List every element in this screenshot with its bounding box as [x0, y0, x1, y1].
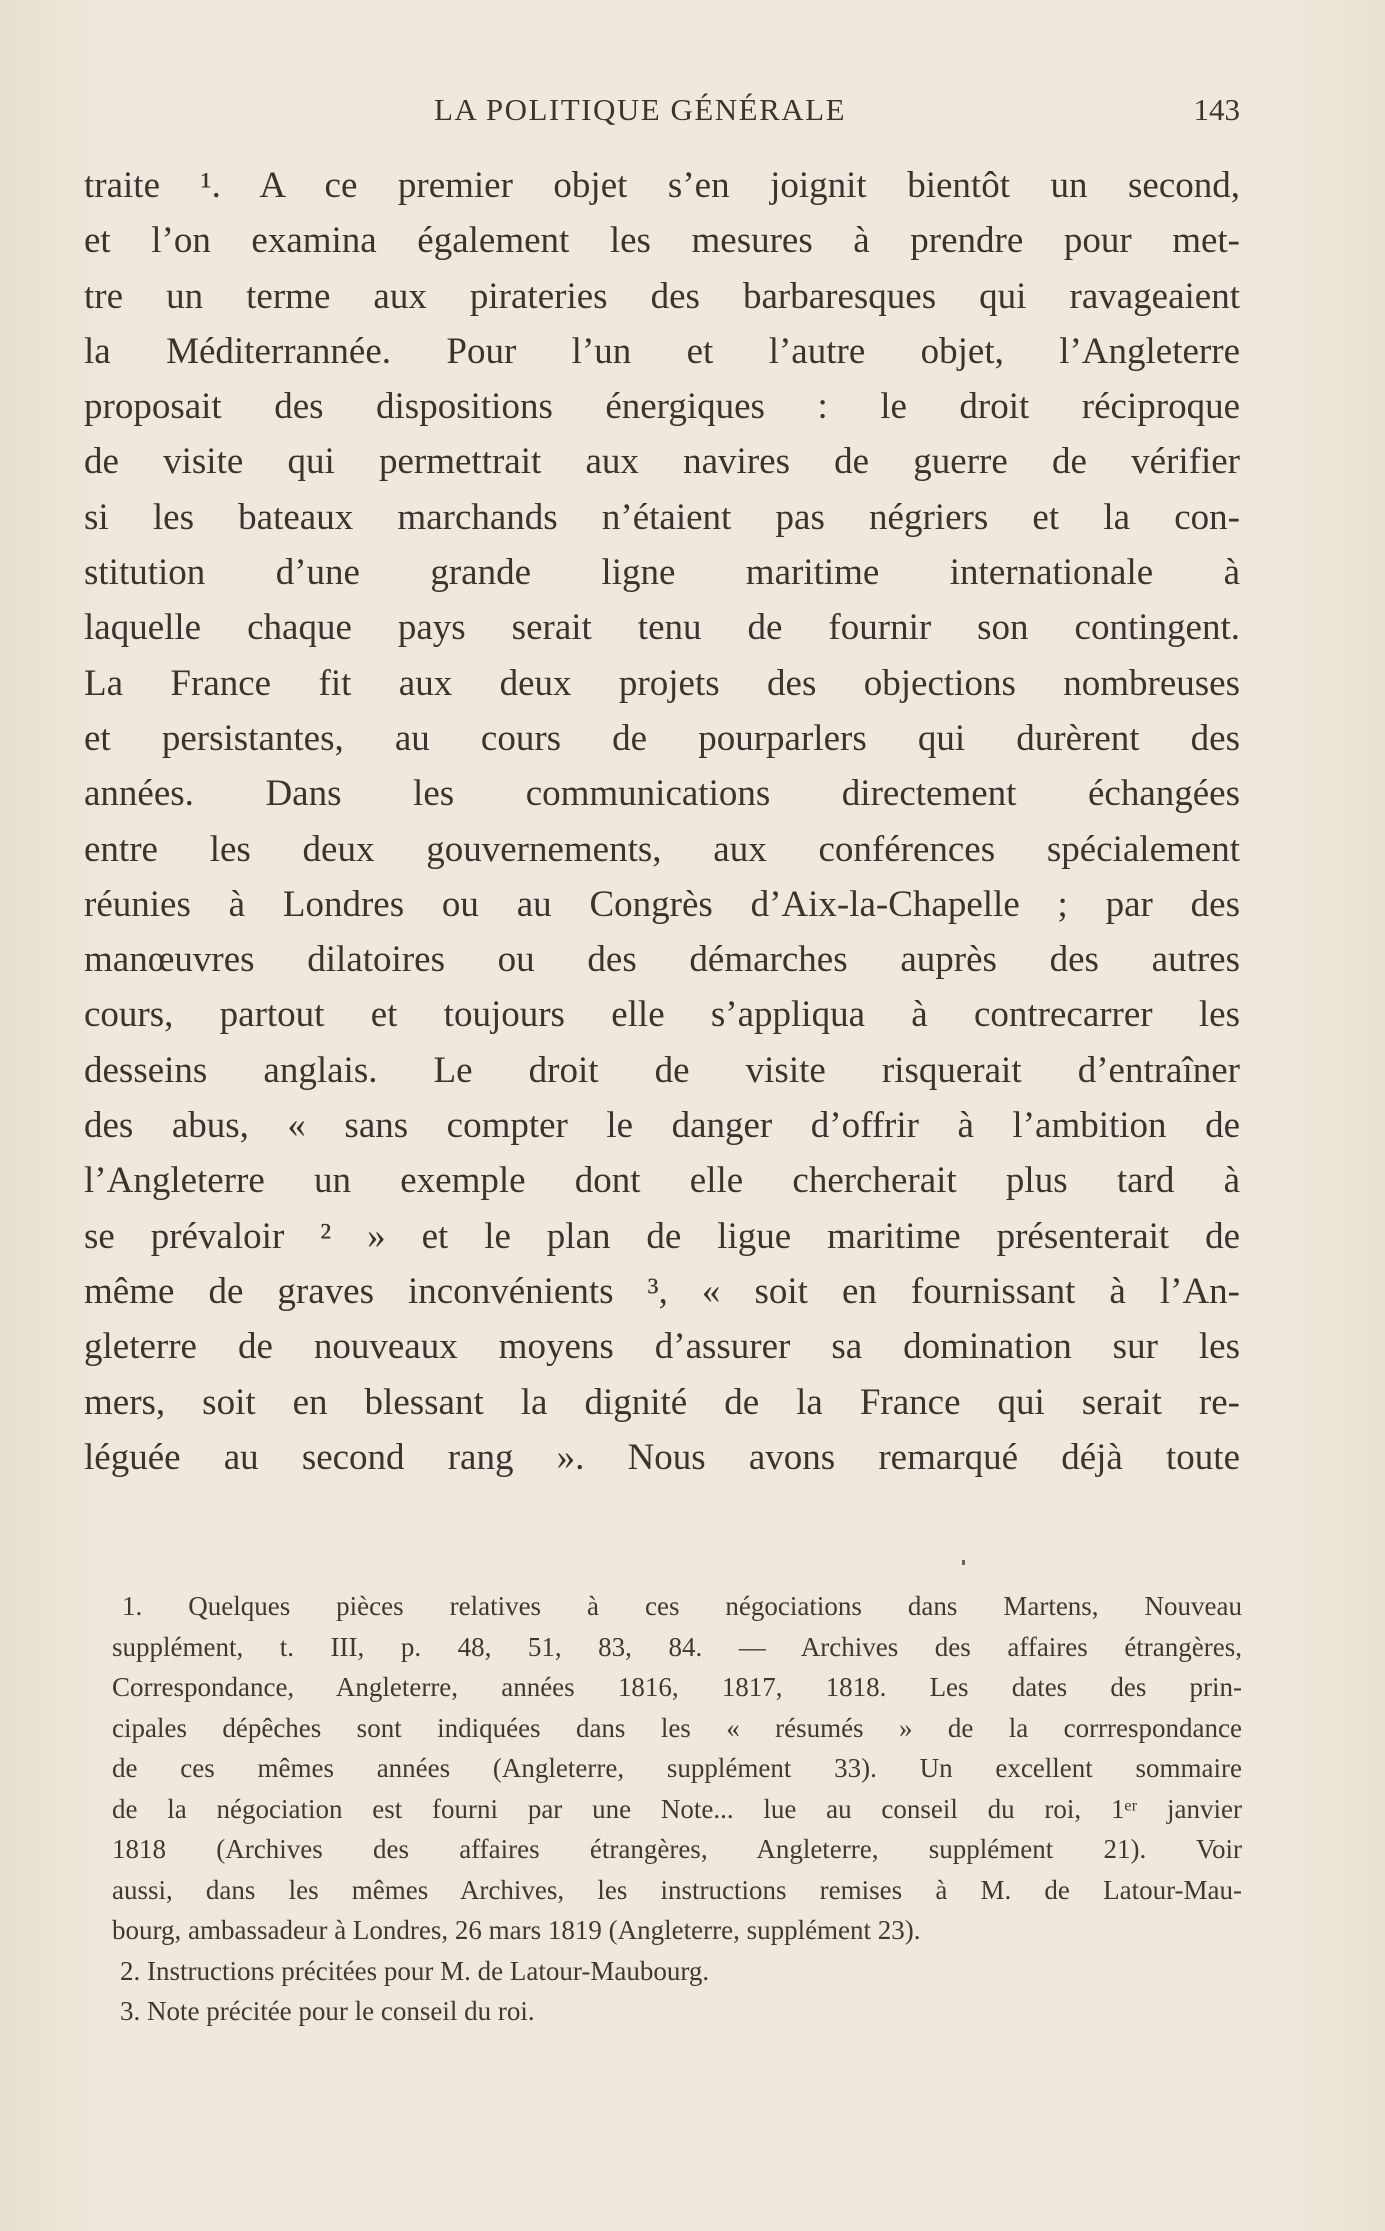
text-line: des abus, « sans compter le danger d’offrir à l’ambition de	[84, 1105, 1240, 1147]
page-number: 143	[1193, 92, 1240, 127]
page-header	[84, 92, 1240, 132]
footnote-line: de ces mêmes années (Angleterre, supplément 33). Un excellent sommaire	[112, 1753, 1242, 1783]
footnote-line: cipales dépêches sont indiquées dans les « résumés » de la corrrespondance	[112, 1712, 1242, 1743]
text-line: réunies à Londres ou au Congrès d’Aix-la-Chapelle ; par des	[84, 883, 1240, 925]
footnote-line: de la négociation est fourni par une Note... lue au conseil du roi, 1ᵉʳ janvier	[112, 1793, 1242, 1824]
text-line: gleterre de nouveaux moyens d’assurer sa domination sur les	[84, 1326, 1240, 1368]
text-line: années. Dans les communications directement échangées	[84, 773, 1240, 815]
footnote-line: Correspondance, Angleterre, années 1816, 1817, 1818. Les dates des prin-	[112, 1672, 1242, 1702]
text-line: traite ¹. A ce premier objet s’en joignit bientôt un second,	[84, 165, 1240, 206]
text-line: même de graves inconvénients ³, « soit en fournissant à l’An-	[84, 1270, 1240, 1312]
text-line: proposait des dispositions énergiques : le droit réciproque	[84, 386, 1240, 428]
footnote-line: 1818 (Archives des affaires étrangères, Angleterre, supplément 21). Voir	[112, 1834, 1242, 1864]
text-line: laquelle chaque pays serait tenu de fournir son contingent.	[84, 607, 1240, 649]
text-line: la Méditerrannée. Pour l’un et l’autre objet, l’Angleterre	[84, 330, 1240, 372]
text-line: l’Angleterre un exemple dont elle chercherait plus tard à	[84, 1160, 1240, 1202]
running-title: LA POLITIQUE GÉNÉRALE	[434, 92, 847, 127]
text-line: manœuvres dilatoires ou des démarches auprès des autres	[84, 939, 1240, 981]
text-line: entre les deux gouvernements, aux conférences spécialement	[84, 828, 1240, 870]
footnote-line: 3. Note précitée pour le conseil du roi.	[120, 1996, 535, 2026]
text-line: de visite qui permettrait aux navires de guerre de vérifier	[84, 441, 1240, 483]
footnote-line: supplément, t. III, p. 48, 51, 83, 84. — Archives des affaires étrangères,	[112, 1631, 1242, 1662]
text-line: se prévaloir ² » et le plan de ligue maritime présenterait de	[84, 1215, 1240, 1257]
text-line: et persistantes, au cours de pourparlers qui durèrent des	[84, 717, 1240, 759]
text-line: tre un terme aux pirateries des barbaresques qui ravageaient	[84, 275, 1240, 317]
text-line: desseins anglais. Le droit de visite risquerait d’entraîner	[84, 1049, 1240, 1091]
footnote-line: aussi, dans les mêmes Archives, les instructions remises à M. de Latour-Mau-	[112, 1874, 1242, 1905]
footnote-line: bourg, ambassadeur à Londres, 26 mars 1819 (Angleterre, supplément 23).	[112, 1915, 921, 1945]
text-line: si les bateaux marchands n’étaient pas négriers et la con-	[84, 496, 1240, 538]
footnote-separator	[962, 1560, 965, 1565]
main-text	[84, 158, 1240, 1485]
text-line: et l’on examina également les mesures à prendre pour met-	[84, 220, 1240, 262]
text-line: stitution d’une grande ligne maritime internationale à	[84, 552, 1240, 594]
footnote-line: 2. Instructions précitées pour M. de Latour-Maubourg.	[120, 1955, 710, 1986]
text-line: léguée au second rang ». Nous avons remarqué déjà toute	[84, 1436, 1240, 1478]
footnotes	[112, 1586, 1242, 2032]
text-line: cours, partout et toujours elle s’appliqua à contrecarrer les	[84, 994, 1240, 1036]
text-line: mers, soit en blessant la dignité de la France qui serait re-	[84, 1381, 1240, 1423]
footnote-line: 1. Quelques pièces relatives à ces négociations dans Martens, Nouveau	[122, 1591, 1242, 1621]
text-line: La France fit aux deux projets des objections nombreuses	[84, 662, 1240, 704]
